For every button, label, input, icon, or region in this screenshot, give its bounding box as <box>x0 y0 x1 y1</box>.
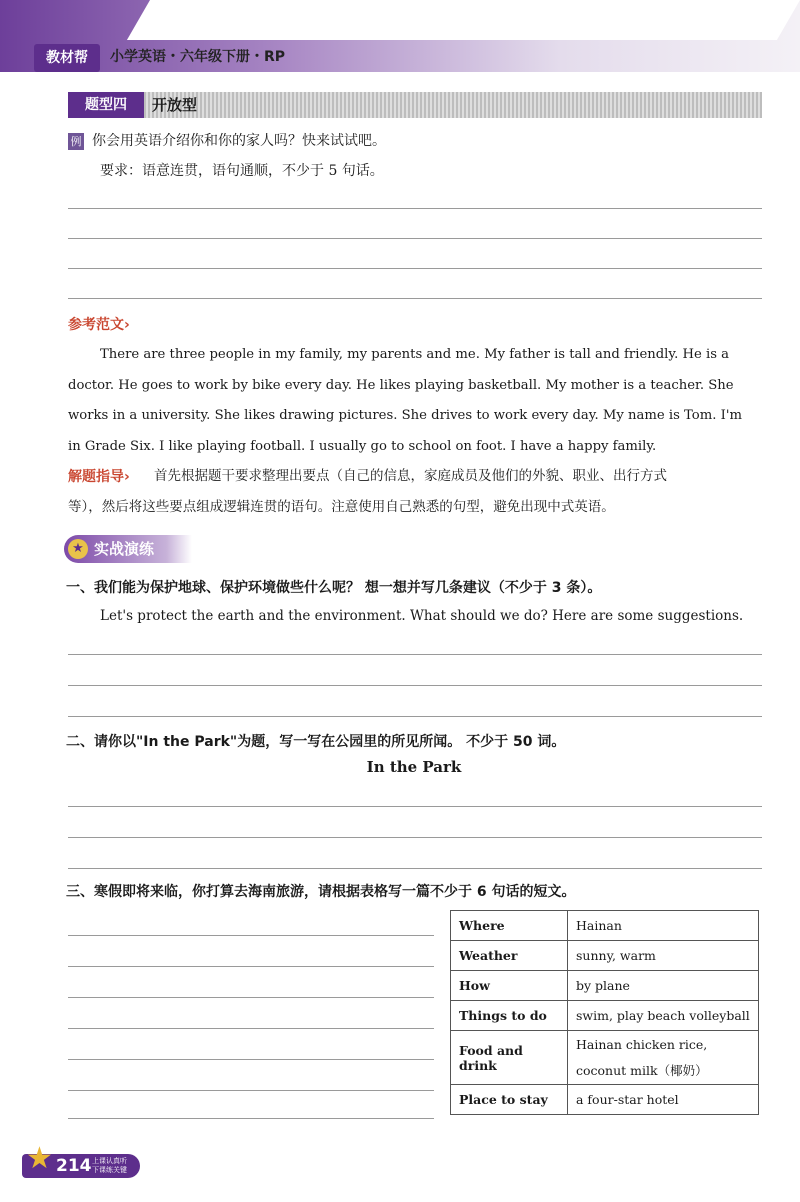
table-key: Where <box>451 911 568 941</box>
table-row <box>451 1001 759 1031</box>
footer-slogan-line: 上课认真听 <box>92 1157 127 1165</box>
practice-label: 实战演练 <box>94 540 155 558</box>
mascot-star-icon: ★ <box>26 1141 53 1176</box>
sample-essay <box>68 340 762 462</box>
essay-heading: In the Park <box>366 758 462 776</box>
table-row <box>451 1031 759 1085</box>
table-value: swim, play beach volleyball <box>568 1001 759 1031</box>
table-key: Food and drink <box>451 1031 568 1085</box>
writing-line <box>68 268 762 269</box>
table-value: Hainan <box>568 911 759 941</box>
guide-label: 解题指导› <box>68 469 130 485</box>
table-key: Place to stay <box>451 1085 568 1115</box>
writing-line <box>68 298 762 299</box>
writing-line <box>68 1118 434 1119</box>
question-1-text: Let's protect the earth and the environment. What should we do? Here are some suggestions. <box>100 608 744 624</box>
section-name: 开放型 <box>152 96 198 114</box>
writing-line <box>68 208 762 209</box>
table-row <box>451 911 759 941</box>
writing-line <box>68 997 434 998</box>
writing-line <box>68 238 762 239</box>
table-key: Weather <box>451 941 568 971</box>
question-3-title: 三、寒假即将来临，你打算去海南旅游，请根据表格写一篇不少于 6 句话的短文。 <box>66 884 576 900</box>
star-icon: ★ <box>68 539 88 559</box>
writing-line <box>68 868 762 869</box>
book-title: 小学英语・六年级下册・RP <box>110 49 286 65</box>
writing-line <box>68 1090 434 1091</box>
footer-slogan <box>92 1157 136 1175</box>
table-value: by plane <box>568 971 759 1001</box>
writing-line <box>68 1059 434 1060</box>
guide-text-2: 等），然后将这些要点组成逻辑连贯的语句。注意使用自己熟悉的句型，避免出现中式英语。 <box>68 499 615 515</box>
header-decoration <box>127 0 800 40</box>
writing-line <box>68 966 434 967</box>
table-row <box>451 971 759 1001</box>
table-value <box>568 1031 759 1085</box>
sample-line: works in a university. She likes drawing pictures. She drives to work every day. My name is Tom. I'm <box>68 408 742 423</box>
table-value: a four-star hotel <box>568 1085 759 1115</box>
brand-label: 教材帮 <box>34 44 100 72</box>
writing-line <box>68 716 762 717</box>
sample-line: in Grade Six. I like playing football. I usually go to school on foot. I have a happy family. <box>68 438 657 454</box>
sample-label: 参考范文› <box>68 317 130 333</box>
writing-line <box>68 806 762 807</box>
example-question: 你会用英语介绍你和你的家人吗？快来试试吧。 <box>92 133 386 149</box>
sample-line: doctor. He goes to work by bike every day. He likes playing basketball. My mother is a teacher. She <box>68 377 734 393</box>
question-1-title: 一、我们能为保护地球、保护环境做些什么呢？ 想一想并写几条建议（不少于 3 条）。 <box>66 580 602 596</box>
example-requirement: 要求：语意连贯，语句通顺，不少于 5 句话。 <box>100 163 384 179</box>
question-2-title: 二、请你以"In the Park"为题，写一写在公园里的所见所闻。 不少于 50 词。 <box>66 734 566 750</box>
sample-line: There are three people in my family, my parents and me. My father is tall and friendly. He is a <box>100 347 730 362</box>
section-tag: 题型四 <box>68 92 144 118</box>
table-key: How <box>451 971 568 1001</box>
trip-info-table <box>450 910 759 1115</box>
writing-line <box>68 1028 434 1029</box>
table-value: sunny, warm <box>568 941 759 971</box>
table-row <box>451 941 759 971</box>
table-value-line: Hainan chicken rice, <box>576 1036 708 1052</box>
table-value-line: coconut milk（椰奶） <box>576 1062 708 1078</box>
page-number: 214 <box>56 1156 92 1176</box>
guide-text-1: 首先根据题干要求整理出要点（自己的信息，家庭成员及他们的外貌、职业、出行方式 <box>154 468 667 484</box>
table-key: Things to do <box>451 1001 568 1031</box>
writing-line <box>68 685 762 686</box>
writing-line <box>68 837 762 838</box>
writing-line <box>68 654 762 655</box>
writing-line <box>68 935 434 936</box>
table-row <box>451 1085 759 1115</box>
footer-slogan-line: 下课练关键 <box>92 1166 127 1174</box>
example-badge: 例 <box>68 133 84 150</box>
